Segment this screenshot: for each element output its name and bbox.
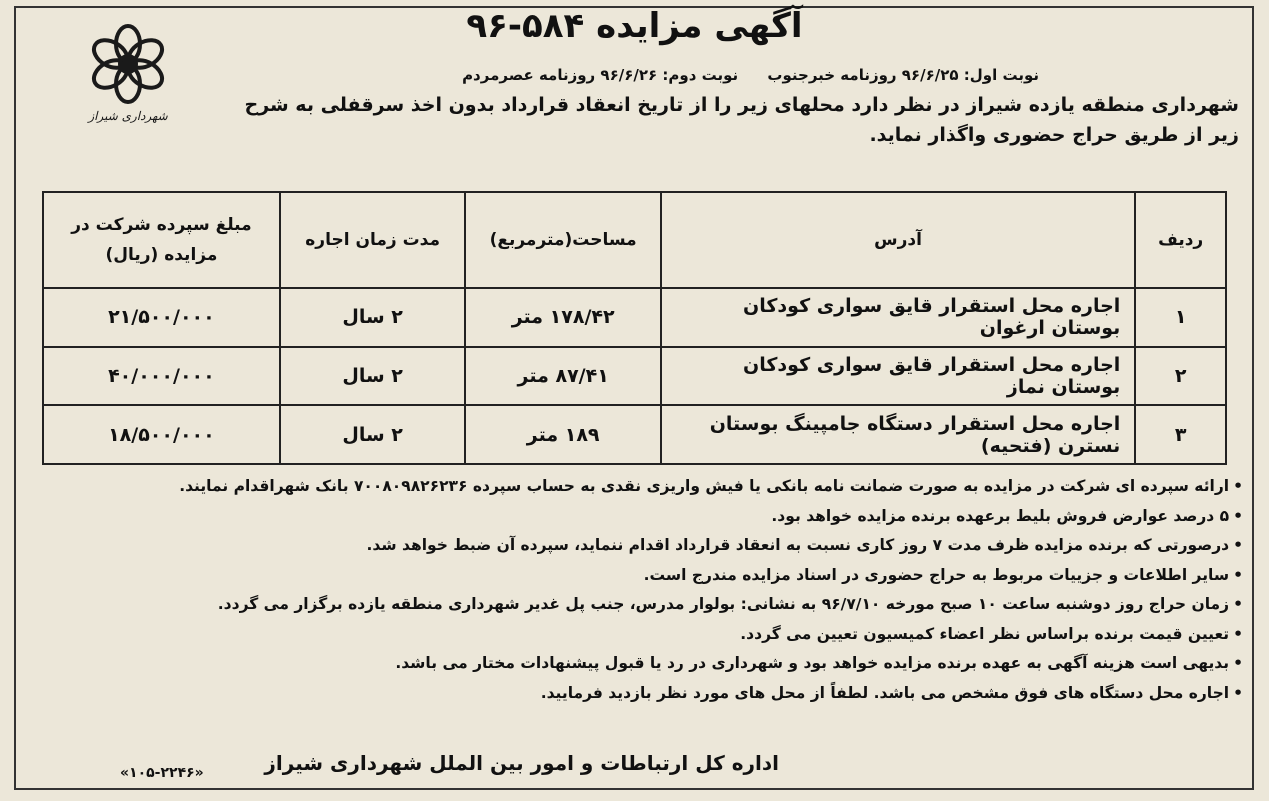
row-address: اجاره محل استقرار دستگاه جامپینگ بوستان نسترن (فتحیه) [661, 405, 1135, 464]
header-row-number: ردیف [1135, 192, 1226, 288]
row-duration: ۲ سال [280, 347, 466, 406]
list-item: • بدیهی است هزینه آگهی به عهده برنده مزایده خواهد بود و شهرداری در رد یا قبول پیشنهادات مختار می باشد. [28, 649, 1243, 679]
row-address: اجاره محل استقرار قایق سواری کودکان بوستان ارغوان [661, 288, 1135, 347]
row-number: ۱ [1135, 288, 1226, 347]
notice-title: آگهی مزایده ۵۸۴-۹۶ [466, 6, 803, 46]
row-deposit: ۴۰/۰۰۰/۰۰۰ [43, 347, 280, 406]
row-area: ۸۷/۴۱ متر [465, 347, 660, 406]
header-deposit: مبلغ سپرده شرکت در مزایده (ریال) [43, 192, 280, 288]
list-item: • تعیین قیمت برنده براساس نظر اعضاء کمیسیون تعیین می گردد. [28, 620, 1243, 650]
row-number: ۳ [1135, 405, 1226, 464]
row-duration: ۲ سال [280, 288, 466, 347]
table-row [43, 347, 1226, 406]
table-row [43, 405, 1226, 464]
intro-paragraph: شهرداری منطقه یازده شیراز در نظر دارد محلهای زیر را از تاریخ انعقاد قرارداد بدون اخذ سرقفلی به شرح زیر از طریق حراج حضوری واگذار نماید. [244, 94, 1239, 146]
auction-items-table [42, 191, 1227, 465]
publication-first: نوبت اول: ۹۶/۶/۲۵ روزنامه خبرجنوب [767, 66, 1039, 84]
row-area: ۱۷۸/۴۲ متر [465, 288, 660, 347]
conditions-list [28, 472, 1243, 708]
issuer-footer: اداره کل ارتباطات و امور بین الملل شهرداری شیراز [264, 751, 779, 775]
table-header-row [43, 192, 1226, 288]
list-item: • ۵ درصد عوارض فروش بلیط برعهده برنده مزایده خواهد بود. [28, 502, 1243, 532]
logo-text: شهرداری شیراز [88, 109, 168, 123]
row-address: اجاره محل استقرار قایق سواری کودکان بوستان نماز [661, 347, 1135, 406]
publication-second: نوبت دوم: ۹۶/۶/۲۶ روزنامه عصرمردم [462, 66, 739, 84]
publication-info [438, 66, 1039, 84]
row-area: ۱۸۹ متر [465, 405, 660, 464]
header-duration: مدت زمان اجاره [280, 192, 466, 288]
table-row [43, 288, 1226, 347]
list-item: • زمان حراج روز دوشنبه ساعت ۱۰ صبح مورخه ۹۶/۷/۱۰ به نشانی: بولوار مدرس، جنب پل غدیر شهرداری منطقه یازده برگزار می گردد. [28, 590, 1243, 620]
row-deposit: ۲۱/۵۰۰/۰۰۰ [43, 288, 280, 347]
row-number: ۲ [1135, 347, 1226, 406]
list-item: • اجاره محل دستگاه های فوق مشخص می باشد. لطفاً از محل های مورد نظر بازدید فرمایید. [28, 679, 1243, 709]
header-area: مساحت(مترمربع) [465, 192, 660, 288]
row-duration: ۲ سال [280, 405, 466, 464]
list-item: • ارائه سپرده ای شرکت در مزایده به صورت ضمانت نامه بانکی یا فیش واریزی نقدی به حساب سپرده ۷۰۰۸۰۹۸۲۶۲۳۶ بانک شهراقدام نمایند. [28, 472, 1243, 502]
notice-code: «۱۰۵-۲۲۴۶» [120, 765, 204, 781]
list-item: • درصورتی که برنده مزایده ظرف مدت ۷ روز کاری نسبت به انعقاد قرارداد اقدام ننماید، سپرده آن ضبط خواهد شد. [28, 531, 1243, 561]
list-item: • سایر اطلاعات و جزییات مربوط به حراج حضوری در اسناد مزایده مندرج است. [28, 561, 1243, 591]
header-address: آدرس [661, 192, 1135, 288]
row-deposit: ۱۸/۵۰۰/۰۰۰ [43, 405, 280, 464]
